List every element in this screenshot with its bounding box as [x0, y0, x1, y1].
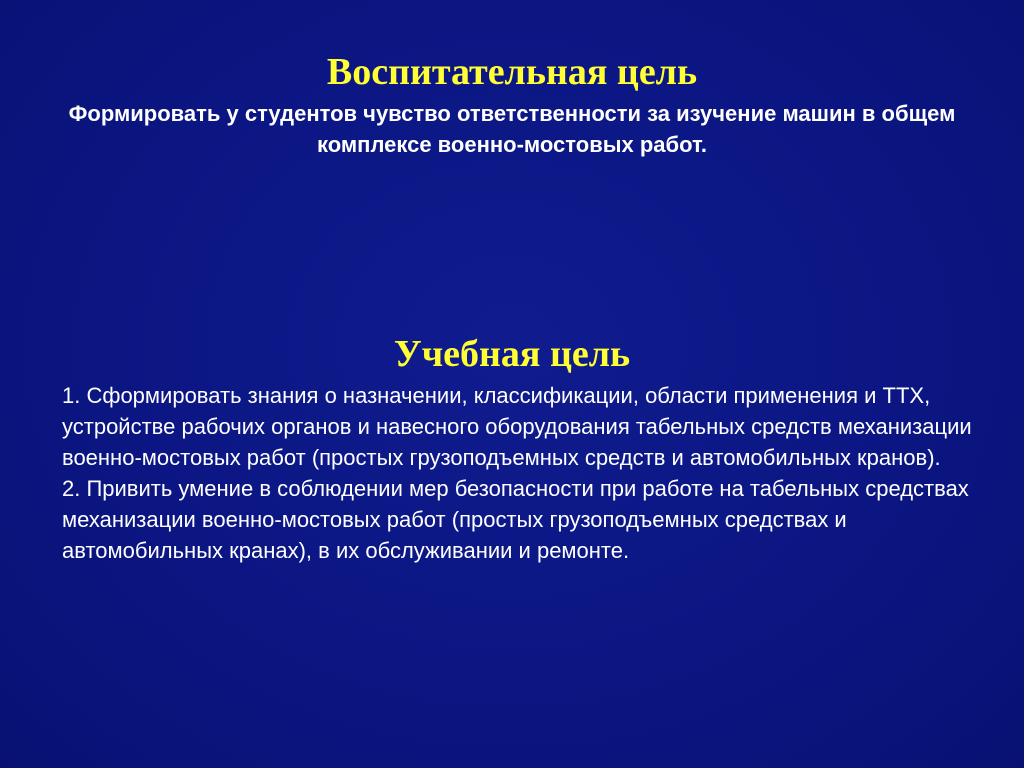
study-goal-list	[62, 380, 982, 566]
educational-goal-title: Воспитательная цель	[326, 51, 698, 93]
study-goal-item-1: 1. Сформировать знания о назначении, классификации, области применения и ТТХ, устройстве рабочих органов и навесного оборудования табельных средств механизации военно-мостовых работ (простых грузоподъемных средств и автомобильных кранов).	[62, 383, 972, 470]
study-goal-title: Учебная цель	[393, 333, 631, 375]
educational-goal-text: Формировать у студентов чувство ответственности за изучение машин в общем комплексе военно-мостовых работ.	[68, 101, 956, 157]
study-goal-item-2: 2. Привить умение в соблюдении мер безопасности при работе на табельных средствах механизации военно-мостовых работ (простых грузоподъемных средствах и автомобильных кранах), в их обслуживании и ремонте.	[62, 476, 969, 563]
